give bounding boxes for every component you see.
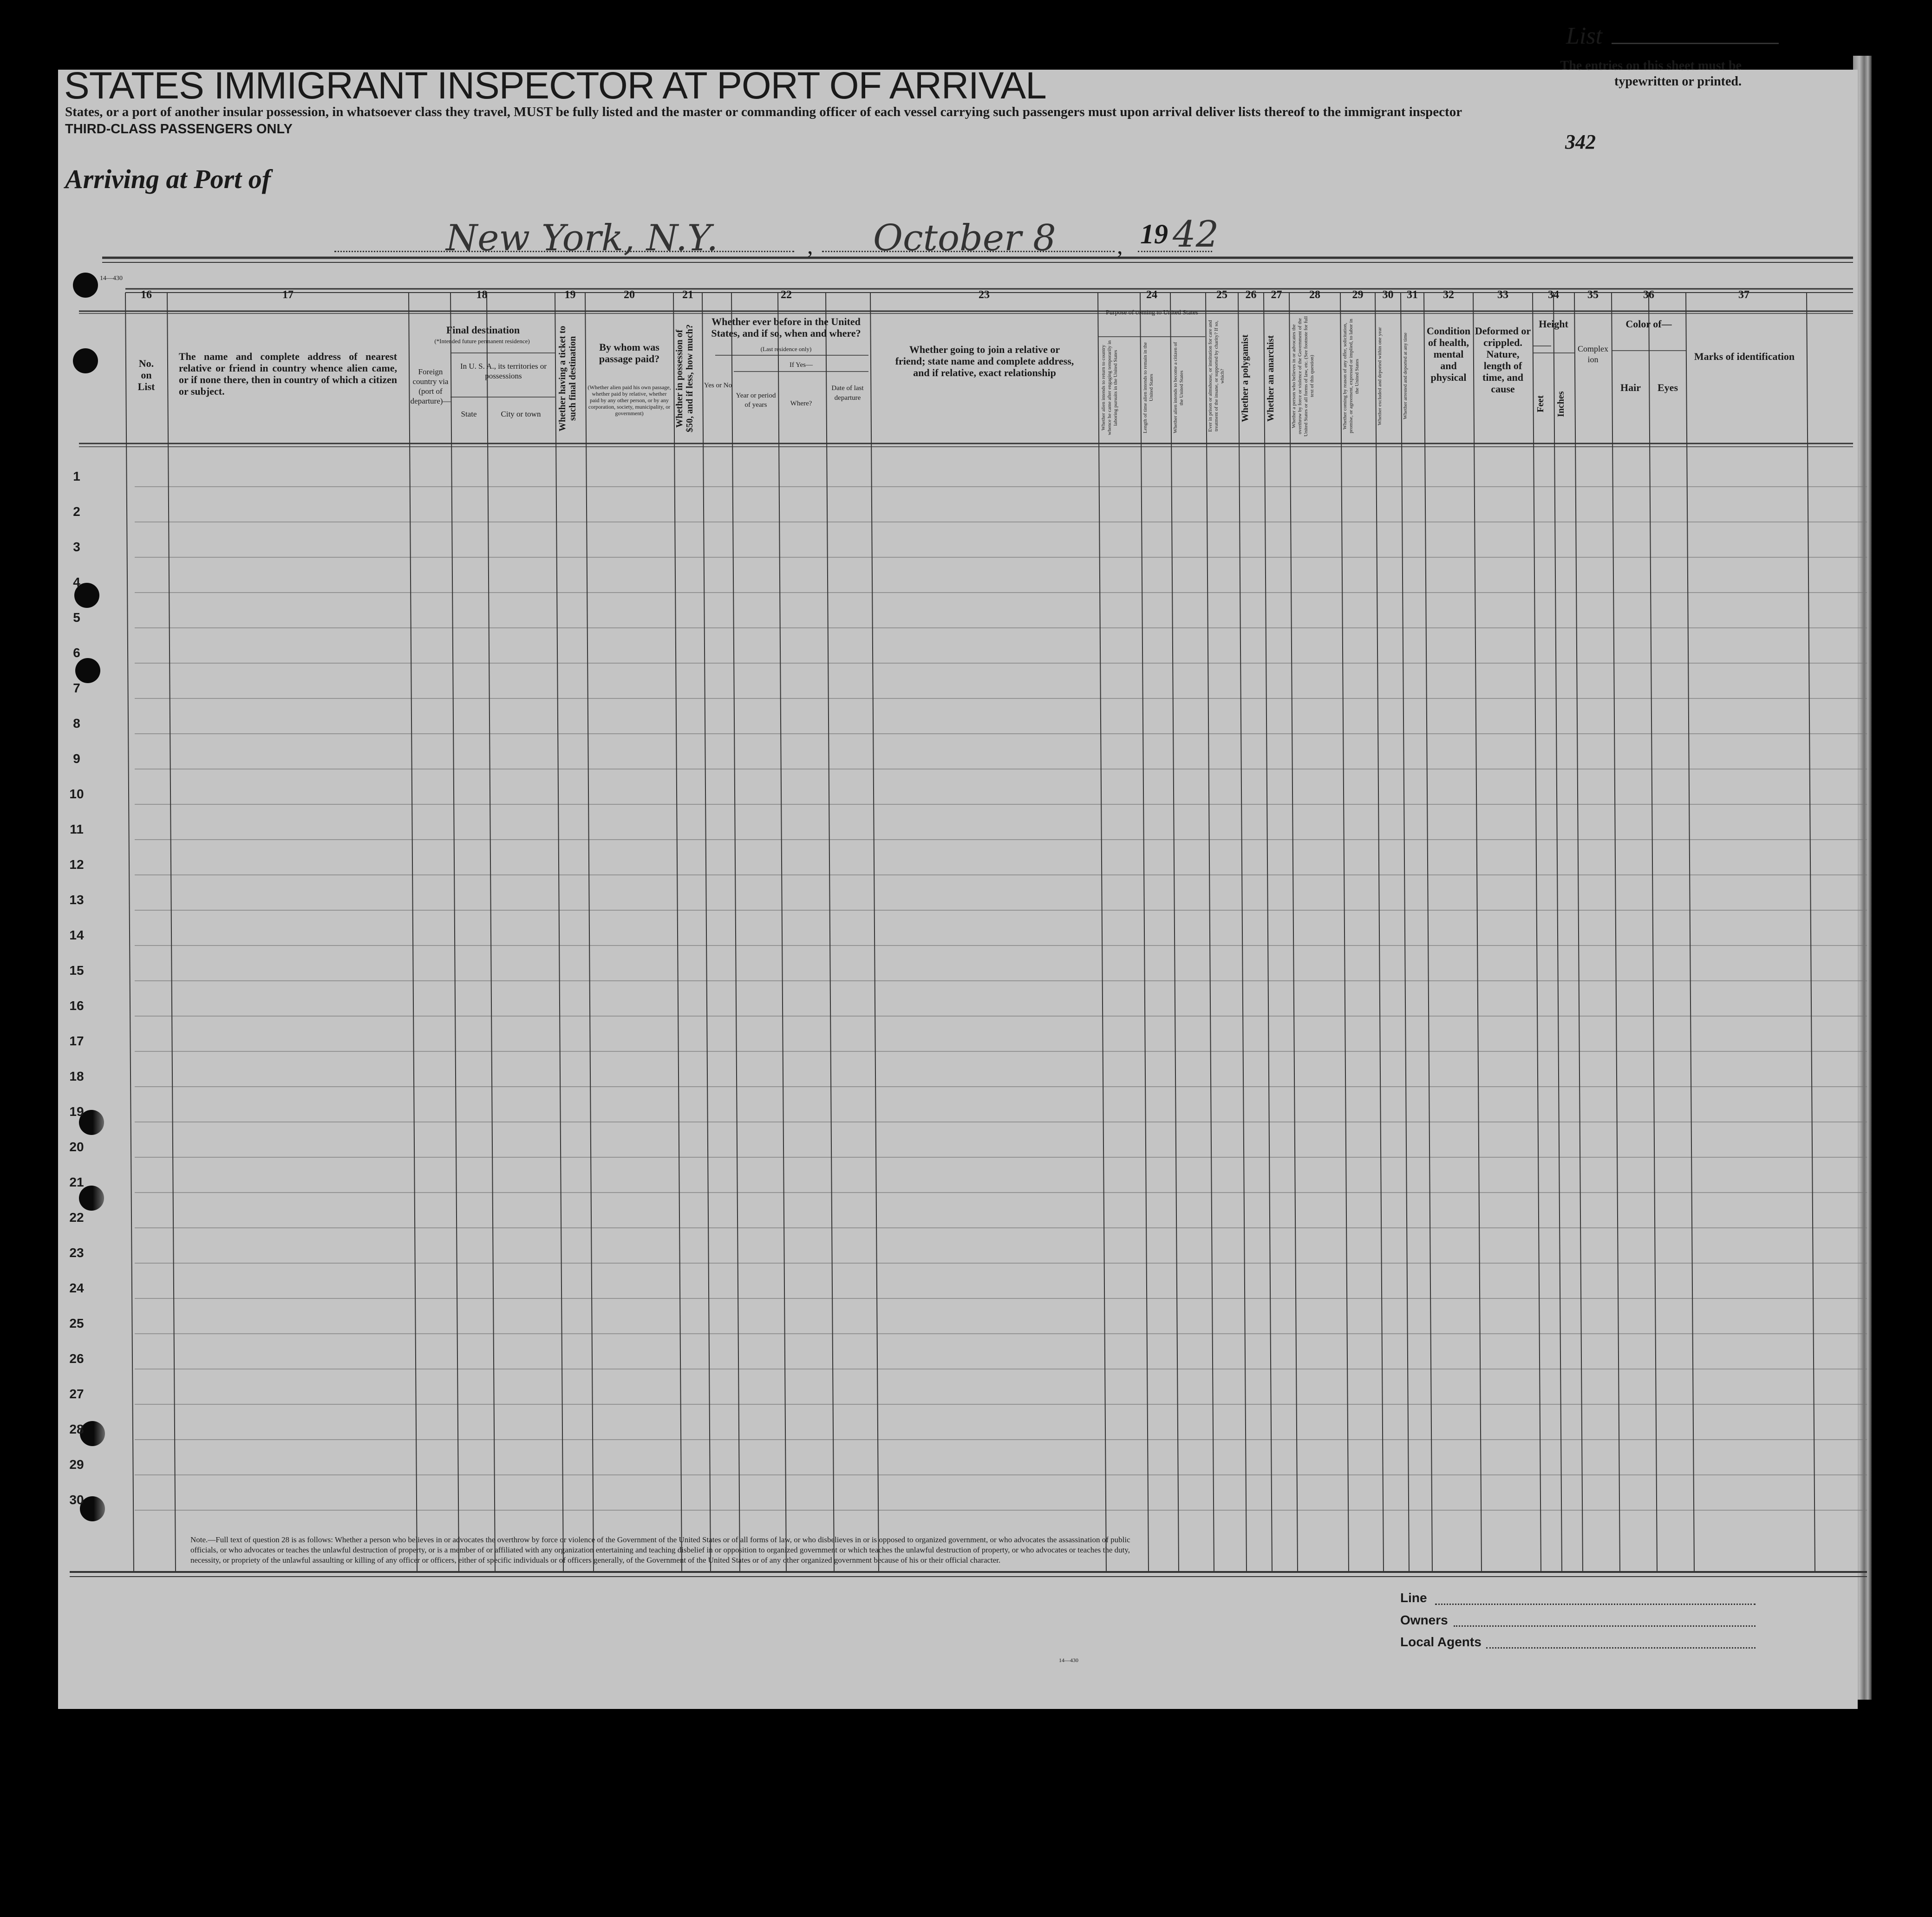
header-state: State xyxy=(461,410,477,418)
header-purpose-b: Length of time alien intends to remain in the United States xyxy=(1142,342,1154,434)
header-where: Where? xyxy=(790,400,812,407)
row-number: 28 xyxy=(69,1422,84,1436)
col-num-27: 27 xyxy=(1271,289,1282,301)
header-purpose-c: Whether alien intends to become a citizen of the United States xyxy=(1173,342,1184,434)
col-num-22: 22 xyxy=(781,289,792,301)
col-num-32: 32 xyxy=(1443,289,1454,301)
row-number: 2 xyxy=(73,504,80,519)
row-number: 8 xyxy=(73,716,80,730)
row-number: 26 xyxy=(69,1351,84,1366)
col-num-18: 18 xyxy=(476,289,488,301)
col-num-25: 25 xyxy=(1216,289,1227,301)
row-number: 4 xyxy=(73,575,80,589)
col-num-19: 19 xyxy=(564,289,576,301)
column-rule xyxy=(731,293,740,1572)
col-num-29: 29 xyxy=(1352,289,1364,301)
row-number: 17 xyxy=(69,1034,84,1048)
col-num-20: 20 xyxy=(624,289,635,301)
header-period: Year or period of years xyxy=(736,392,776,409)
row-number: 14 xyxy=(69,928,84,942)
comma-text: , xyxy=(1117,233,1123,259)
header-health: Condition of health, mental and physical xyxy=(1426,325,1471,383)
header-ticket: Whether having a ticket to such final destination xyxy=(557,326,578,431)
header-ever-before: Whether ever before in the United States, and if so, when and where? xyxy=(711,316,861,339)
column-rule xyxy=(702,293,711,1572)
row-number: 29 xyxy=(69,1457,84,1472)
header-if-yes: If Yes— xyxy=(789,361,813,369)
header-question-28: Whether a person who believes in or advocates the overthrow by force or violence of the Government of the United States or all forms of law, etc. (See footnote for full text of this question) xyxy=(1291,316,1315,437)
header-arrested: Whether arrested and deported at any time xyxy=(1403,333,1408,420)
row-number: 6 xyxy=(73,646,80,660)
header-anarchist: Whether an anarchist xyxy=(1266,335,1276,422)
header-city: City or town xyxy=(501,410,541,418)
column-rule xyxy=(1098,293,1106,1572)
column-rule xyxy=(1533,293,1541,1572)
year-prefix: 19 xyxy=(1140,219,1168,249)
header-yes-or-no: Yes or No xyxy=(704,382,732,389)
header-last-residence: (Last residence only) xyxy=(760,346,812,352)
col-num-17: 17 xyxy=(282,289,294,301)
header-marks: Marks of identification xyxy=(1694,351,1795,362)
owners-field xyxy=(1454,1625,1756,1627)
entries-note: The entries on this sheet must be typewritten or printed. xyxy=(1560,59,1742,89)
page-number: 342 xyxy=(1565,130,1596,153)
row-number: 22 xyxy=(69,1210,84,1225)
col-num-21: 21 xyxy=(682,289,693,301)
arriving-label: Arriving at Port of xyxy=(65,164,271,194)
column-rule xyxy=(1206,293,1214,1572)
class-label: THIRD-CLASS PASSENGERS ONLY xyxy=(65,122,293,137)
column-rule xyxy=(1424,293,1432,1572)
header-fifty-dollars: Whether in possession of $50, and if less, how much? xyxy=(674,324,695,433)
port-value: New York, N.Y. xyxy=(446,217,718,259)
row-number: 5 xyxy=(73,610,80,625)
col-num-35: 35 xyxy=(1587,289,1599,301)
col-num-36: 36 xyxy=(1643,289,1654,301)
column-rule xyxy=(870,293,879,1572)
header-final-destination-note: (*Intended future permanent residence) xyxy=(434,338,530,345)
row-number: 15 xyxy=(69,963,84,978)
col-num-34: 34 xyxy=(1548,289,1559,301)
column-rule xyxy=(450,293,459,1572)
owners-label: Owners xyxy=(1400,1613,1448,1627)
row-number: 19 xyxy=(69,1104,84,1119)
header-eyes: Eyes xyxy=(1658,382,1678,393)
column-rule xyxy=(1473,293,1482,1572)
header-passage-paid: By whom was passage paid? xyxy=(599,341,660,365)
comma-text: , xyxy=(807,233,813,259)
form-title: STATES IMMIGRANT INSPECTOR AT PORT OF ARRIVAL xyxy=(64,65,1046,107)
form-code-footer: 14—430 xyxy=(1059,1657,1078,1663)
col-num-16: 16 xyxy=(141,289,152,301)
header-purpose: Purpose of coming to United States xyxy=(1106,309,1198,316)
col-num-23: 23 xyxy=(979,289,990,301)
instruction-text: States, or a port of another insular possession, in whatsoever class they travel, MUST be fully listed and the master or commanding officer of each vessel carrying such passengers must upon arrival deliver lists thereof to the immigrant inspector xyxy=(65,104,1462,119)
header-polygamist: Whether a polygamist xyxy=(1240,334,1250,423)
column-rule xyxy=(167,293,176,1572)
row-number: 30 xyxy=(69,1493,84,1507)
col-num-37: 37 xyxy=(1738,289,1749,301)
column-rule xyxy=(1140,293,1149,1572)
row-number: 21 xyxy=(69,1175,84,1189)
row-number: 18 xyxy=(69,1069,84,1083)
column-rule xyxy=(1807,293,1815,1572)
column-rule xyxy=(673,293,682,1572)
column-rule xyxy=(1170,293,1179,1572)
header-feet: Feet xyxy=(1535,395,1546,413)
col-num-28: 28 xyxy=(1309,289,1320,301)
column-rule xyxy=(1264,293,1272,1572)
form-code: 14—430 xyxy=(100,275,123,282)
column-rule xyxy=(1375,293,1384,1572)
row-number: 11 xyxy=(70,822,84,836)
header-height: Height xyxy=(1539,318,1568,330)
header-offer: Whether coming by reason of any offer, solicitation, promise, or agreement, expressed or implied, to labor in the United States xyxy=(1342,319,1360,434)
col-num-24: 24 xyxy=(1146,289,1157,301)
row-number: 24 xyxy=(69,1281,84,1295)
column-rule xyxy=(125,293,134,1572)
row-number: 27 xyxy=(69,1387,84,1401)
col-num-30: 30 xyxy=(1382,289,1394,301)
column-rule xyxy=(555,293,563,1572)
row-number: 12 xyxy=(69,857,84,872)
column-rule xyxy=(1612,293,1620,1572)
column-rule xyxy=(1289,293,1298,1572)
row-number: 1 xyxy=(73,469,80,483)
header-no-on-list: No. on List xyxy=(137,358,155,392)
column-rule xyxy=(1340,293,1349,1572)
date-value: October 8 xyxy=(873,217,1056,259)
column-rule xyxy=(409,293,417,1572)
row-number: 10 xyxy=(69,787,84,801)
local-agents-label: Local Agents xyxy=(1400,1635,1482,1649)
row-number: 16 xyxy=(69,998,84,1013)
local-agents-field xyxy=(1486,1647,1756,1649)
header-relative-friend: Whether going to join a relative or friend; state name and complete address, and if relative, exact relationship xyxy=(895,344,1074,378)
header-complexion: Complexion xyxy=(1578,344,1608,364)
header-color: Color of— xyxy=(1625,318,1672,330)
column-rule xyxy=(1574,293,1583,1572)
header-in-usa: In U. S. A., its territories or possessions xyxy=(460,362,547,380)
col-num-31: 31 xyxy=(1407,289,1418,301)
row-number: 3 xyxy=(73,540,80,554)
line-label: Line xyxy=(1400,1591,1427,1605)
header-deformed: Deformed or crippled. Nature, length of time, and cause xyxy=(1475,325,1531,395)
header-final-destination: Final destination xyxy=(446,324,520,336)
column-rule xyxy=(1401,293,1409,1572)
column-rule xyxy=(1649,293,1657,1572)
column-rule xyxy=(778,293,786,1572)
list-label: List xyxy=(1566,23,1603,49)
header-hair: Hair xyxy=(1620,382,1641,393)
footnote-text: Note.—Full text of question 28 is as follows: Whether a person who believes in or advocates the overthrow by force or violence of the Government of the United States or of all forms of law, or who disbelieves in or is opposed to organized government, or who advocates the assassination of public officials, or who advocates or teaches the unlawful destruction of property, or is a member of or affiliated with any organization entertaining and teaching disbelief in or opposition to organized government or which teaches the unlawful destruction of property, or who advocates or teaches the duty, necessity, or propriety of the unlawful assaulting or killing of any officer or officers, either of specific individuals or of officers generally, of the Government of the United States or of any other organized government because of his or their official character. xyxy=(190,1535,1130,1565)
header-nearest-relative: The name and complete address of nearest relative or friend in country whence alien came, or if none there, then in country of which a citizen or subject. xyxy=(179,351,397,397)
column-rule xyxy=(826,293,834,1572)
col-num-33: 33 xyxy=(1497,289,1508,301)
header-excluded: Whether excluded and deported within one year xyxy=(1377,327,1383,425)
row-number: 25 xyxy=(69,1316,84,1330)
col-num-26: 26 xyxy=(1245,289,1257,301)
row-number: 7 xyxy=(73,681,80,695)
row-number: 20 xyxy=(69,1140,84,1154)
year-value: 42 xyxy=(1173,214,1219,255)
row-number: 23 xyxy=(69,1245,84,1260)
row-number: 13 xyxy=(69,893,84,907)
column-rule xyxy=(585,293,594,1572)
line-field xyxy=(1435,1604,1756,1605)
column-rule xyxy=(1686,293,1694,1572)
header-purpose-a: Whether alien intends to return to country whence he came after engaging temporarily in laboring pursuits in the United States xyxy=(1101,340,1118,436)
column-rule xyxy=(1238,293,1247,1572)
column-rule xyxy=(1553,293,1562,1572)
header-passage-note: (Whether alien paid his own passage, whether paid by relative, whether paid by any other person, or by any corporation, society, municipality, or government) xyxy=(587,384,671,417)
column-rule xyxy=(487,293,495,1572)
header-foreign-country: Foreign country via (port of departure)— xyxy=(410,367,451,405)
row-number: 9 xyxy=(73,751,80,766)
header-inches: Inches xyxy=(1556,391,1566,417)
header-prison: Ever in prison or almshouse, or institution for care and treatment of the insane, or supported by charity? If so, which? xyxy=(1208,320,1225,432)
header-last-departure: Date of last departure xyxy=(831,385,864,402)
